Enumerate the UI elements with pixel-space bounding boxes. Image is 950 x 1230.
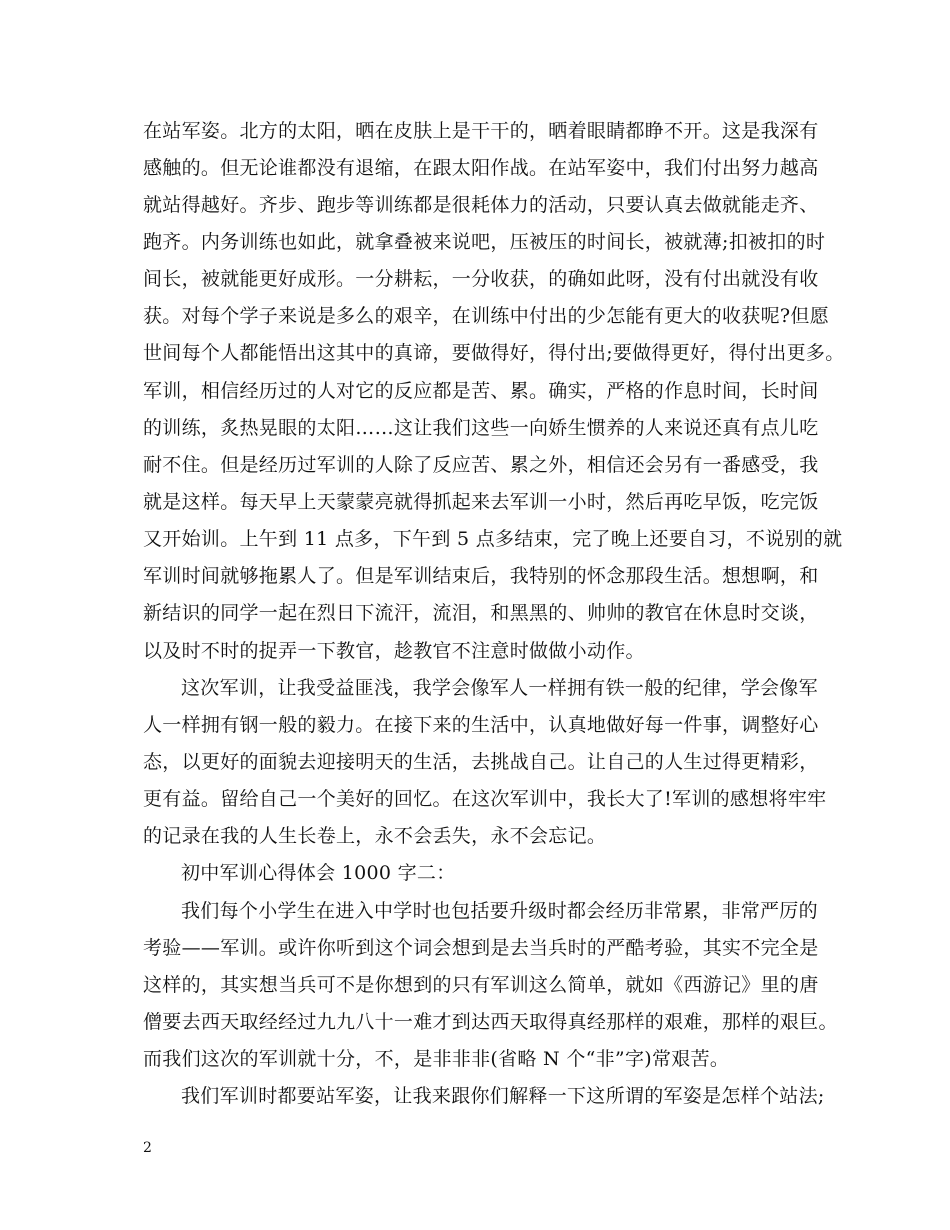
text-line: 世间每个人都能悟出这其中的真谛，要做得好，得付出;要做得更好，得付出更多。 xyxy=(143,342,845,364)
text-line: 而我们这次的军训就十分，不，是非非非(省略 N 个“非”字)常艰苦。 xyxy=(143,1048,730,1070)
text-line: 态，以更好的面貌去迎接明天的生活，去挑战自己。让自己的人生过得更精彩， xyxy=(143,751,819,773)
text-line: 僧要去西天取经经过九九八十一难才到达西天取得真经那样的艰难，那样的艰巨。 xyxy=(143,1011,838,1033)
text-line: 获。对每个学子来说是多么的艰辛，在训练中付出的少怎能有更大的收获呢?但愿 xyxy=(143,305,829,327)
text-line: 跑齐。内务训练也如此，就拿叠被来说吧，压被压的时间长，被就薄;扣被扣的时 xyxy=(143,231,826,253)
text-line: 人一样拥有钢一般的毅力。在接下来的生活中，认真地做好每一件事，调整好心 xyxy=(143,714,819,736)
section-heading: 初中军训心得体会 1000 字二： xyxy=(181,862,456,884)
text-line: 考验——军训。或许你听到这个词会想到是去当兵时的严酷考验，其实不完全是 xyxy=(143,937,819,959)
paragraph-first-line: 我们军训时都要站军姿，让我来跟你们解释一下这所谓的军姿是怎样个站法; xyxy=(181,1085,825,1107)
text-line: 新结识的同学一起在烈日下流汗，流泪，和黑黑的、帅帅的教官在休息时交谈， xyxy=(143,602,819,624)
paragraph-first-line: 这次军训，让我受益匪浅，我学会像军人一样拥有铁一般的纪律，学会像军 xyxy=(181,677,818,699)
page-number: 2 xyxy=(143,1140,152,1156)
text-line: 这样的，其实想当兵可不是你想到的只有军训这么简单，就如《西游记》里的唐 xyxy=(143,974,819,996)
text-line: 军训，相信经历过的人对它的反应都是苦、累。确实，严格的作息时间，长时间 xyxy=(143,380,819,402)
text-line: 更有益。留给自己一个美好的回忆。在这次军训中，我长大了!军训的感想将牢牢 xyxy=(143,788,827,810)
text-line: 又开始训。上午到 11 点多，下午到 5 点多结束，完了晚上还要自习，不说别的就 xyxy=(143,528,843,550)
text-line: 感触的。但无论谁都没有退缩，在跟太阳作战。在站军姿中，我们付出努力越高 xyxy=(143,157,819,179)
paragraph-first-line: 我们每个小学生在进入中学时也包括要升级时都会经历非常累，非常严厉的 xyxy=(181,900,818,922)
text-line: 的记录在我的人生长卷上，永不会丢失，永不会忘记。 xyxy=(143,825,607,847)
text-line: 就站得越好。齐步、跑步等训练都是很耗体力的活动，只要认真去做就能走齐、 xyxy=(143,194,819,216)
text-line: 的训练，炙热晃眼的太阳……这让我们这些一向娇生惯养的人来说还真有点儿吃 xyxy=(143,417,819,439)
text-line: 就是这样。每天早上天蒙蒙亮就得抓起来去军训一小时，然后再吃早饭，吃完饭 xyxy=(143,491,819,513)
text-line: 间长，被就能更好成形。一分耕耘，一分收获，的确如此呀，没有付出就没有收 xyxy=(143,268,819,290)
text-line: 耐不住。但是经历过军训的人除了反应苦、累之外，相信还会另有一番感受，我 xyxy=(143,454,819,476)
text-line: 军训时间就够拖累人了。但是军训结束后，我特别的怀念那段生活。想想啊，和 xyxy=(143,565,819,587)
text-line: 在站军姿。北方的太阳，晒在皮肤上是干干的，晒着眼睛都睁不开。这是我深有 xyxy=(143,120,819,142)
text-line: 以及时不时的捉弄一下教官，趁教官不注意时做做小动作。 xyxy=(143,640,645,662)
